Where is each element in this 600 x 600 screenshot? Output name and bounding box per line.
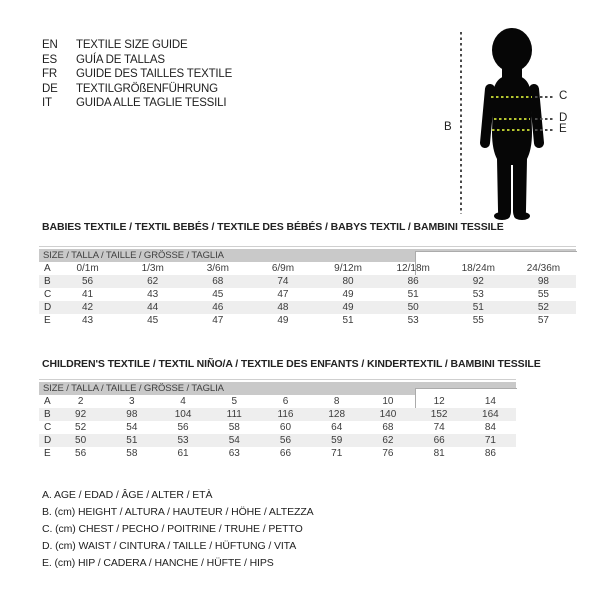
table-cell: 71 <box>484 435 496 446</box>
hip-measure-line-extension <box>535 129 554 131</box>
table-cell: 92 <box>472 276 484 287</box>
table-row <box>39 421 516 434</box>
row-label: D <box>44 302 52 313</box>
table-row <box>39 262 576 275</box>
table-cell: 42 <box>82 302 94 313</box>
language-label: GUIDE DES TAILLES TEXTILE <box>76 68 233 80</box>
table-cell: 41 <box>82 289 94 300</box>
legend-line: B. (cm) HEIGHT / ALTURA / HAUTEUR / HÖHE / ALTEZZA <box>42 506 314 518</box>
table-cell: 140 <box>379 409 397 420</box>
row-label: B <box>44 409 51 420</box>
language-row <box>42 53 232 68</box>
table-cell: 74 <box>433 422 445 433</box>
table-cell: 61 <box>177 448 189 459</box>
table-cell: 56 <box>75 448 87 459</box>
table-row <box>39 301 576 314</box>
size-header-bar: SIZE / TALLA / TAILLE / GRÖSSE / TAGLIA <box>39 382 516 395</box>
table-cell: 6/9m <box>271 263 295 274</box>
table-cell: 50 <box>75 435 87 446</box>
table-cell: 57 <box>537 315 549 326</box>
table-cell: 49 <box>277 315 289 326</box>
table-row <box>39 408 516 421</box>
table-cell: 4 <box>180 396 186 407</box>
table-cell: 48 <box>277 302 289 313</box>
table-cell: 51 <box>126 435 138 446</box>
table-cell: 24/36m <box>526 263 561 274</box>
children-table-block <box>39 379 516 460</box>
table-cell: 2 <box>77 396 84 407</box>
table-cell: 62 <box>147 276 159 287</box>
table-cell: 54 <box>228 435 240 446</box>
chest-measure-line <box>491 96 532 98</box>
language-row <box>42 96 232 111</box>
language-label: TEXTILE SIZE GUIDE <box>76 39 188 51</box>
table-cell: 44 <box>147 302 159 313</box>
table-cell: 60 <box>279 422 292 433</box>
language-label: GUÍA DE TALLAS <box>76 53 165 66</box>
table-cell: 43 <box>147 289 159 300</box>
table-cell: 0/1m <box>76 263 99 274</box>
chest-measure-line-extension <box>535 96 554 98</box>
table-cell: 45 <box>147 315 159 326</box>
table-cell: 62 <box>382 435 394 446</box>
table-cell: 10 <box>382 396 394 407</box>
children-section-title: CHILDREN'S TEXTILE / TEXTIL NIÑO/A / TEXTILE DES ENFANTS / KINDERTEXTIL / BAMBINI TESSILE <box>42 358 541 370</box>
table-cell: 54 <box>126 422 138 433</box>
table-cell: 53 <box>177 435 189 446</box>
table-cell: 46 <box>212 302 224 313</box>
table-row <box>39 434 516 447</box>
table-cell: 116 <box>277 409 294 420</box>
table-top-rule <box>39 246 576 247</box>
table-cell: 53 <box>472 289 484 300</box>
table-cell: 86 <box>484 448 496 459</box>
table-cell: 59 <box>331 435 343 446</box>
language-code: ES <box>42 53 57 66</box>
table-cell: 86 <box>407 276 419 287</box>
row-label: C <box>44 422 52 433</box>
table-cell: 98 <box>126 409 138 420</box>
table-cell: 18/24m <box>461 263 495 274</box>
language-label: GUIDA ALLE TAGLIE TESSILI <box>76 97 227 109</box>
table-cell: 58 <box>126 448 138 459</box>
table-cell: 51 <box>407 289 419 300</box>
size-header-bar: SIZE / TALLA / TAILLE / GRÖSSE / TAGLIA <box>39 249 576 262</box>
table-row <box>39 288 576 301</box>
language-code: DE <box>42 82 58 95</box>
hip-measure-line <box>492 129 531 131</box>
table-cell: 53 <box>407 315 419 326</box>
table-cell: 1/3m <box>141 263 164 274</box>
table-cell: 104 <box>174 409 192 420</box>
silhouette-left-arm <box>485 89 490 143</box>
language-code: EN <box>42 39 58 51</box>
waist-label: D <box>559 112 568 124</box>
table-row <box>39 447 516 460</box>
language-row <box>42 67 232 82</box>
language-code: IT <box>42 97 52 109</box>
table-cell: 58 <box>228 422 240 433</box>
table-cell: 152 <box>430 409 448 420</box>
table-cell: 52 <box>537 302 549 313</box>
children-size-table <box>39 395 516 460</box>
measurement-legend <box>42 487 314 572</box>
row-label: B <box>44 276 51 287</box>
language-row <box>42 38 232 53</box>
legend-line: C. (cm) CHEST / PECHO / POITRINE / TRUHE / PETTO <box>42 523 303 535</box>
table-row <box>39 314 576 327</box>
language-row <box>42 82 232 97</box>
table-cell: 43 <box>82 315 94 326</box>
row-label: A <box>44 396 51 407</box>
table-cell: 52 <box>75 422 87 433</box>
table-cell: 49 <box>342 289 354 300</box>
table-cell: 164 <box>482 409 499 420</box>
babies-table-block <box>39 246 576 327</box>
language-list <box>42 38 232 111</box>
table-cell: 66 <box>433 435 445 446</box>
height-measure-line <box>460 32 462 214</box>
table-cell: 9/12m <box>334 263 362 274</box>
row-label: A <box>44 263 51 274</box>
row-label: C <box>44 289 52 300</box>
table-cell: 45 <box>212 289 224 300</box>
table-cell: 55 <box>537 289 549 300</box>
table-cell: 128 <box>328 409 346 420</box>
legend-line: A. AGE / EDAD / ÂGE / ALTER / ETÀ <box>42 489 213 501</box>
table-row <box>39 275 576 288</box>
table-cell: 5 <box>231 396 238 407</box>
height-label: B <box>444 121 452 133</box>
table-cell: 51 <box>342 315 354 326</box>
silhouette-right-foot <box>514 212 530 220</box>
legend-line: E. (cm) HIP / CADERA / HANCHE / HÜFTE / HIPS <box>42 557 274 569</box>
table-cell: 71 <box>331 448 343 459</box>
table-cell: 111 <box>226 409 242 420</box>
table-top-rule <box>39 379 516 380</box>
table-cell: 12/18m <box>396 263 430 274</box>
table-cell: 68 <box>382 422 394 433</box>
table-cell: 92 <box>75 409 87 420</box>
table-cell: 63 <box>228 448 240 459</box>
table-cell: 68 <box>212 276 224 287</box>
row-label: E <box>44 448 51 459</box>
table-cell: 56 <box>279 435 292 446</box>
table-cell: 66 <box>279 448 292 459</box>
table-cell: 50 <box>407 302 419 313</box>
table-cell: 12 <box>433 396 445 407</box>
table-cell: 84 <box>484 422 496 433</box>
babies-section-title: BABIES TEXTILE / TEXTIL BEBÉS / TEXTILE DES BÉBÉS / BABYS TEXTIL / BAMBINI TESSILE <box>42 221 504 233</box>
table-cell: 56 <box>82 276 94 287</box>
babies-size-table <box>39 262 576 327</box>
table-cell: 3/6m <box>206 263 229 274</box>
table-cell: 3 <box>129 396 135 407</box>
table-cell: 56 <box>177 422 189 433</box>
silhouette-left-foot <box>494 212 510 220</box>
table-cell: 98 <box>537 276 549 287</box>
table-cell: 6 <box>282 396 289 407</box>
table-cell: 49 <box>342 302 354 313</box>
chest-label: C <box>559 90 568 102</box>
table-cell: 81 <box>433 448 445 459</box>
table-cell: 51 <box>472 302 484 313</box>
table-cell: 80 <box>342 276 354 287</box>
language-label: TEXTILGRÖßENFÜHRUNG <box>76 82 218 95</box>
table-cell: 64 <box>331 422 343 433</box>
table-cell: 8 <box>333 396 340 407</box>
table-cell: 14 <box>484 396 496 407</box>
table-row <box>39 395 516 408</box>
table-cell: 47 <box>212 315 224 326</box>
hip-label: E <box>559 123 567 135</box>
legend-line: D. (cm) WAIST / CINTURA / TAILLE / HÜFTUNG / VITA <box>42 540 297 552</box>
waist-measure-line-extension <box>535 118 554 120</box>
row-label: E <box>44 315 51 326</box>
table-cell: 74 <box>277 276 289 287</box>
table-cell: 47 <box>277 289 289 300</box>
row-label: D <box>44 435 52 446</box>
waist-measure-line <box>494 118 530 120</box>
language-code: FR <box>42 68 57 80</box>
table-cell: 76 <box>382 448 394 459</box>
table-cell: 55 <box>472 315 484 326</box>
